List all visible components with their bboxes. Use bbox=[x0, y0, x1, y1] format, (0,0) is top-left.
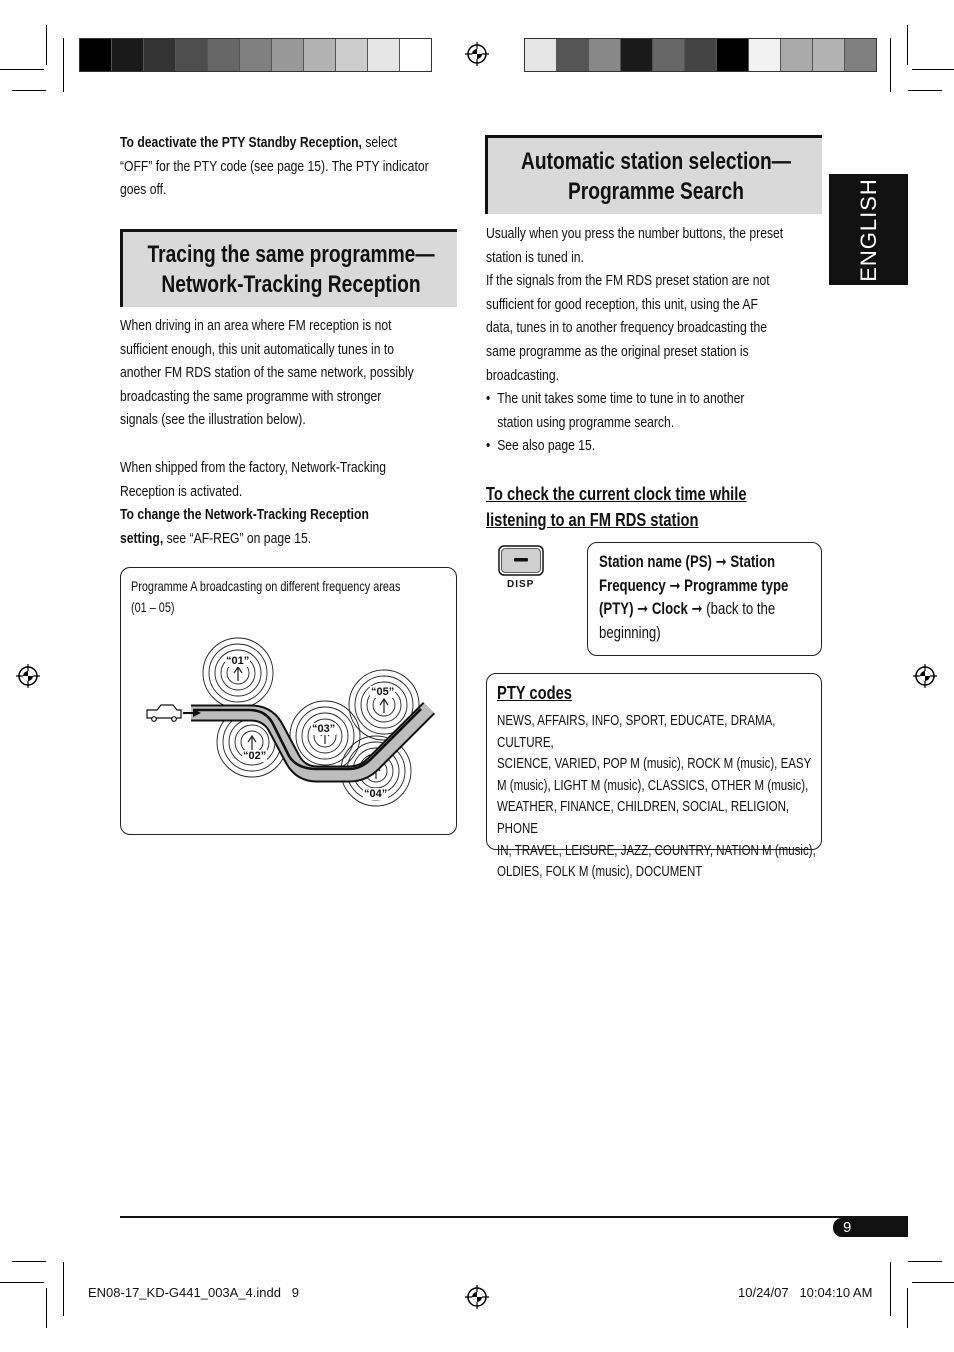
arrow-right-icon: ➞ bbox=[637, 600, 649, 618]
registration-mark-right-icon bbox=[913, 664, 937, 688]
cycle-clock: Clock bbox=[651, 600, 688, 618]
color-swatch bbox=[112, 39, 144, 71]
pty-codes-line: IN, TRAVEL, LEISURE, JAZZ, COUNTRY, NATION M (music), bbox=[497, 842, 816, 859]
color-swatch bbox=[80, 39, 112, 71]
registration-mark-top-icon bbox=[465, 42, 489, 66]
paragraph-line: broadcasting. bbox=[486, 366, 559, 384]
disp-button-icon[interactable] bbox=[498, 545, 546, 579]
programme-search-heading-line1: Automatic station selection— bbox=[521, 148, 791, 175]
cycle-pty: (PTY) bbox=[599, 600, 634, 618]
arrow-right-icon: ➞ bbox=[715, 553, 727, 571]
deactivate-pty-text: select bbox=[361, 134, 398, 151]
paragraph-line: station is tuned in. bbox=[486, 248, 584, 266]
paragraph-line: Reception is activated. bbox=[120, 482, 243, 500]
paragraph-line: sufficient enough, this unit automatically tunes in to bbox=[120, 340, 394, 358]
bullet-item-line bbox=[486, 434, 822, 458]
programme-search-notes bbox=[486, 387, 906, 458]
color-swatch bbox=[304, 39, 336, 71]
deactivate-pty-line3: goes off. bbox=[120, 181, 167, 199]
deactivate-pty-bold: To deactivate the PTY Standby Reception, bbox=[120, 134, 362, 151]
cycle-frequency: Frequency bbox=[599, 576, 666, 595]
bullet-text: station using programme search. bbox=[497, 413, 675, 431]
network-tracking-heading-line1: Tracing the same programme— bbox=[147, 241, 435, 268]
color-swatch bbox=[208, 39, 240, 71]
cycle-station-name: Station name (PS) bbox=[599, 553, 712, 571]
bullet-text: See also page 15. bbox=[497, 437, 596, 455]
footer-file-name: EN08-17_KD-G441_003A_4.indd 9 bbox=[88, 1285, 300, 1300]
paragraph-line: When shipped from the factory, Network-Tracking bbox=[120, 459, 387, 476]
network-tracking-heading-box bbox=[120, 229, 457, 307]
disp-button-label: DISP bbox=[507, 579, 535, 590]
area-label-02: “02” bbox=[243, 750, 267, 762]
bullet-item-line bbox=[486, 411, 822, 435]
illustration-caption-line1: Programme A broadcasting on different frequency areas bbox=[131, 579, 401, 594]
car-icon bbox=[147, 705, 181, 721]
color-swatch bbox=[589, 39, 621, 71]
change-setting-bold-line1: To change the Network-Tracking Reception bbox=[120, 506, 369, 523]
paragraph-line: another FM RDS station of the same network, possibly bbox=[120, 364, 414, 382]
cycle-beginning: beginning) bbox=[599, 623, 661, 642]
programme-search-heading-box bbox=[485, 135, 822, 214]
color-swatch bbox=[336, 39, 368, 71]
deactivate-pty-instructions bbox=[120, 131, 540, 202]
color-swatch bbox=[400, 39, 431, 71]
language-tab-label: ENGLISH bbox=[855, 177, 881, 282]
registration-mark-left-icon bbox=[16, 664, 40, 688]
area-label-04: “04” bbox=[364, 788, 388, 800]
color-swatch bbox=[717, 39, 749, 71]
pty-codes-line: SCIENCE, VARIED, POP M (music), ROCK M (music), EASY bbox=[497, 756, 812, 773]
color-swatch bbox=[845, 39, 876, 71]
coverage-map-graphic bbox=[121, 568, 456, 834]
paragraph-line: sufficient for good reception, this unit, using the AF bbox=[486, 295, 758, 313]
color-swatch bbox=[813, 39, 845, 71]
change-network-tracking-instructions bbox=[120, 503, 540, 550]
bullet-item-line bbox=[486, 387, 822, 411]
footer-timestamp: 10/24/07 10:04:10 AM bbox=[738, 1285, 873, 1300]
color-swatch bbox=[176, 39, 208, 71]
cycle-back: (back to the bbox=[706, 600, 776, 618]
color-swatch bbox=[272, 39, 304, 71]
color-calibration-bar-left bbox=[79, 38, 432, 72]
paragraph-line: data, tunes in to another frequency broadcasting the bbox=[486, 319, 767, 337]
footer-rule bbox=[120, 1216, 908, 1218]
color-swatch bbox=[749, 39, 781, 71]
color-swatch bbox=[368, 39, 400, 71]
color-swatch bbox=[621, 39, 653, 71]
bullet-icon: • bbox=[486, 390, 491, 407]
registration-mark-bottom-icon bbox=[465, 1285, 489, 1309]
paragraph-line: signals (see the illustration below). bbox=[120, 411, 306, 429]
color-swatch bbox=[557, 39, 589, 71]
clock-check-heading-line1: To check the current clock time while bbox=[486, 483, 747, 504]
deactivate-pty-line2: “OFF” for the PTY code (see page 15). The PTY indicator bbox=[120, 157, 429, 175]
paragraph-line: same programme as the original preset station is bbox=[486, 342, 749, 360]
cycle-programme-type: Programme type bbox=[684, 576, 789, 595]
color-swatch bbox=[144, 39, 176, 71]
programme-search-description bbox=[486, 222, 906, 387]
area-label-01: “01” bbox=[226, 655, 250, 667]
pty-codes-line: NEWS, AFFAIRS, INFO, SPORT, EDUCATE, DRAMA, CULTURE, bbox=[497, 713, 776, 751]
color-swatch bbox=[525, 39, 557, 71]
programme-search-heading-line2: Programme Search bbox=[567, 178, 745, 205]
color-swatch bbox=[685, 39, 717, 71]
paragraph-line: Usually when you press the number buttons, the preset bbox=[486, 225, 784, 242]
paragraph-line: broadcasting the same programme with stronger bbox=[120, 387, 382, 405]
page-number: 9 bbox=[843, 1219, 852, 1236]
paragraph-line: When driving in an area where FM reception is not bbox=[120, 317, 392, 334]
network-tracking-illustration bbox=[120, 567, 457, 835]
arrow-right-icon: ➞ bbox=[669, 576, 681, 595]
bullet-icon: • bbox=[486, 437, 491, 455]
network-tracking-description bbox=[120, 314, 540, 432]
pty-codes-line: WEATHER, FINANCE, CHILDREN, SOCIAL, RELIGION, PHONE bbox=[497, 799, 790, 837]
pty-codes-line: OLDIES, FOLK M (music), DOCUMENT bbox=[497, 864, 703, 881]
clock-check-heading bbox=[486, 481, 906, 533]
paragraph-line: If the signals from the FM RDS preset station are not bbox=[486, 272, 770, 290]
arrow-right-icon: ➞ bbox=[691, 600, 703, 618]
pty-codes-list bbox=[497, 711, 833, 884]
cycle-station: Station bbox=[730, 553, 776, 571]
change-setting-bold-line2: setting, bbox=[120, 529, 164, 547]
area-label-03: “03” bbox=[312, 723, 336, 735]
display-cycle-box bbox=[587, 542, 822, 656]
bullet-text: The unit takes some time to tune in to another bbox=[497, 390, 745, 407]
color-swatch bbox=[653, 39, 685, 71]
pty-codes-title: PTY codes bbox=[497, 682, 572, 703]
pty-codes-line: M (music), LIGHT M (music), CLASSICS, OTHER M (music), bbox=[497, 777, 809, 794]
color-calibration-bar-right bbox=[524, 38, 877, 72]
illustration-caption-line2: (01 – 05) bbox=[131, 600, 175, 615]
color-swatch bbox=[240, 39, 272, 71]
pty-codes-box bbox=[486, 673, 822, 881]
area-label-05: “05” bbox=[371, 686, 395, 698]
clock-check-heading-line2: listening to an FM RDS station bbox=[486, 509, 699, 530]
change-setting-rest: see “AF-REG” on page 15. bbox=[163, 529, 312, 547]
color-swatch bbox=[781, 39, 813, 71]
network-tracking-heading-line2: Network-Tracking Reception bbox=[161, 271, 421, 298]
factory-default-note bbox=[120, 456, 540, 503]
